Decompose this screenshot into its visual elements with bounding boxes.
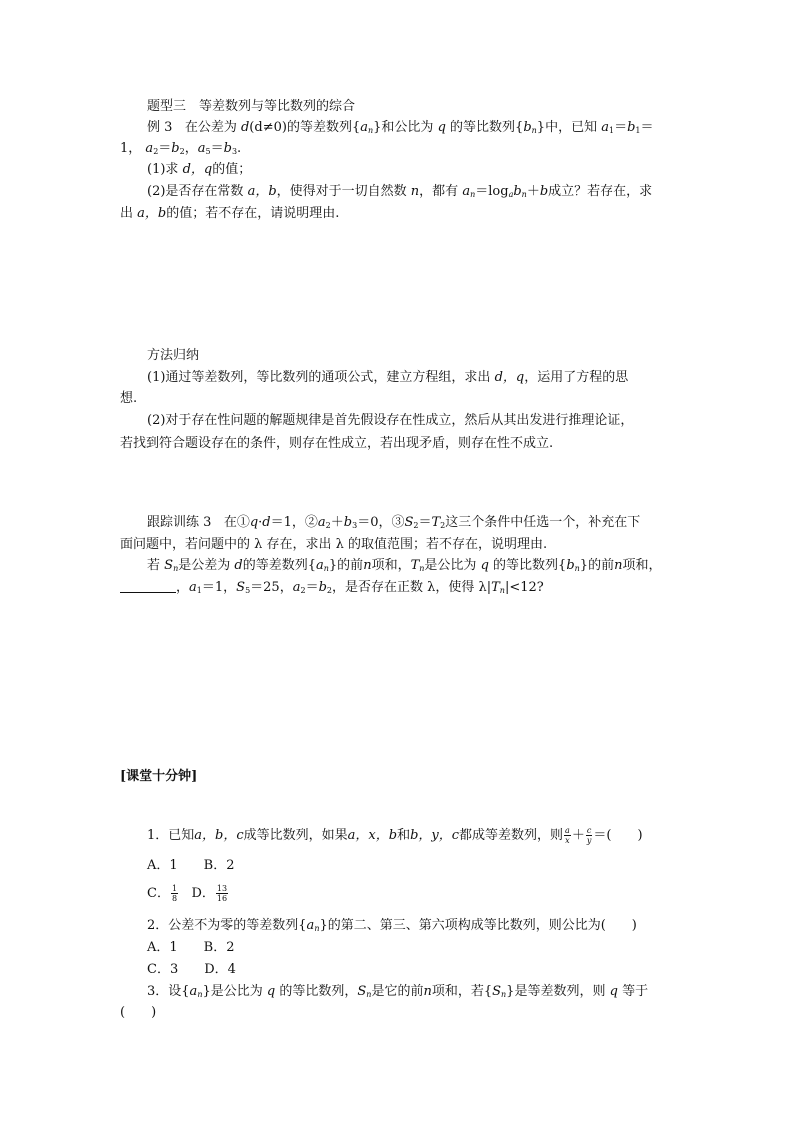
fill-in-blank[interactable] [120,580,176,593]
example-3-question-2: (2)是否存在常数 a，b，使得对于一切自然数 n，都有 $a_n=\log_ab_n+b$成立？若存在，求 [147,184,653,199]
method-point-1-cont: 想. [120,391,138,406]
quiz-2-options-cd: C．3 D．4 [147,962,236,977]
training-line-1: 跟踪训练 3 在①q·d＝1，$②a_2+b_3=0$，$③S_2=T_2$这三个条件中任选一个，补充在下 [147,515,641,530]
quiz-2-options-ab: A．1 B．2 [147,940,235,955]
training-line-3: 若 $S_n$是公差为 d的等差数列$\{a_n\}$的前n项和，$T_n$是公比为 q 的等比数列$\{b_n\}$的前n项和， [147,558,662,573]
option-d-fraction: $\frac{13}{16}$ [216,884,228,903]
quiz-1-question: 1．已知a，b，c成等比数列，如果a，x，b和b，y，c都成等差数列，则 $\frac{a}{x}$ ＋ $\frac{c}{y}$ ＝( ) [147,826,643,845]
ten-minute-title: [课堂十分钟] [120,769,198,784]
method-title: 方法归纳 [147,348,200,363]
option-c-fraction: $\frac{1}{8}$ [171,884,178,903]
example-3-question-1: (1)求 d，q的值； [147,162,252,177]
example-3-line-1: 例 3 在公差为 d(d≠0)的等差数列$\{a_n\}$和公比为 q 的等比数列$\{b_n\}$中，已知 $a_1=b_1=$ [147,120,654,135]
example-3-question-2-cont: 出 a，b的值；若不存在，请说明理由. [120,206,340,221]
method-point-1: (1)通过等差数列，等比数列的通项公式，建立方程组，求出 d，q，运用了方程的思 [147,370,629,385]
section-title: 题型三 等差数列与等比数列的综合 [147,99,356,114]
training-line-4: ，$a_1=1$，$S_5=25$，$a_2=b_2$，是否存在正数 λ，使得 $\lambda|T_n|<12$? [120,579,544,600]
training-line-2: 面问题中，若问题中的 λ 存在，求出 λ 的取值范围；若不存在，说明理由. [120,537,548,552]
fraction-c-over-y: $\frac{c}{y}$ [586,826,592,845]
quiz-2-question: 2．公差不为零的等差数列$\{a_n\}$的第二、第三、第六项构成等比数列，则公比为( ) [147,918,637,933]
quiz-3-question: 3．设$\{a_n\}$是公比为 q 的等比数列，$S_n$是它的前n项和，若$\{S_n\}$是等差数列，则 q 等于 [147,984,649,999]
fraction-a-over-x: $\frac{a}{x}$ [565,826,570,845]
quiz-1-options-cd: C． $\frac{1}{8}$ D． $\frac{13}{16}$ [147,884,228,903]
method-point-2: (2)对于存在性问题的解题规律是首先假设存在性成立，然后从其出发进行推理论证， [147,413,634,428]
quiz-3-answer-blank: ( ) [120,1005,157,1020]
method-point-2-cont: 若找到符合题设存在的条件，则存在性成立，若出现矛盾，则存在性不成立. [120,436,554,451]
quiz-1-options-ab: A．1 B．2 [147,858,235,873]
example-3-line-2: 1， $a_2=b_2$，$a_5=b_3$. [120,141,242,156]
